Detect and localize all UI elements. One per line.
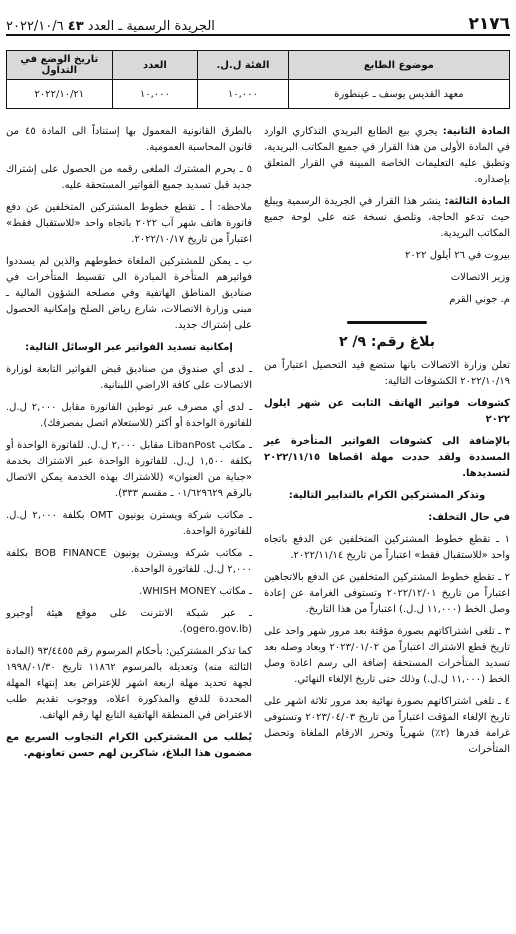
cell-count: ١٠,٠٠٠ — [112, 80, 198, 109]
note-b: ب ـ يمكن للمشتركين الملغاة خطوطهم والذين لم يسددوا فواتيرهم المتأخرة المبادرة الى تقسيط المتأخرات في صناديق المناطق الهاتفية وفي مصلحة الشؤون المالية ـ مبنى وزارة الاتصالات، شارع رياض الصلح وإمكانية الحصول على إشتراك جديد. — [6, 256, 252, 331]
minister-title: وزير الاتصالات — [450, 272, 510, 283]
measure-2: ٢ ـ تقطع خطوط المشتركين المتخلفين عن الدفع بالاتجاهين اعتباراً من تاريخ ٢٠٢٢/١٢/٠١ وتستوفى الغرامة عن إعادة وصل الخط (١١,٠٠٠ ل.ل.) اعتباراً من هذا التاريخ. — [264, 572, 510, 615]
article-3-label: المادة الثالثة: — [444, 196, 511, 207]
payment-title: إمكانية تسديد الفواتير عبر الوسائل التالية: — [25, 342, 233, 353]
col-count: العدد — [112, 51, 198, 80]
heading-overdue: بالإضافة الى كشوفات الفواتير المتأخرة غير المسددة ولقد حددت مهلة اقصاها ٢٠٢٢/١١/١٥ لتسديدها. — [264, 436, 510, 479]
table-header-row — [7, 51, 510, 80]
issue-date: ٢٠٢٢/١٠/٦ — [6, 19, 64, 34]
payment-method-5: ـ مكاتب شركة ويسترن يونيون BOB FINANCE بكلفة ٢,٠٠٠ ل.ل. للفاتورة الواحدة. — [6, 548, 252, 575]
issue-number: ٤٣ — [67, 19, 84, 34]
cell-denomination: ١٠,٠٠٠ — [198, 80, 289, 109]
journal-title: الجريدة الرسمية ـ العدد — [87, 19, 215, 34]
payment-method-2: ـ لدى أي مصرف عبر توطين الفاتورة مقابل ٢,٠٠٠ ل.ل. للفاتورة الواحدة أو أكثر (للاستعلام اتصل بمصرفك). — [6, 402, 252, 429]
right-column — [264, 124, 510, 764]
col-denomination: الفئة ل.ل. — [198, 51, 289, 80]
notice-intro: تعلن وزارة الاتصالات بانها ستضع قيد التحصيل اعتباراً من ٢٠٢٢/١٠/١٩ الكشوفات التالية: — [264, 360, 510, 387]
table-row — [7, 80, 510, 109]
cell-issue-date: ٢٠٢٢/١٠/٢١ — [7, 80, 113, 109]
measure-5: ٥ ـ يحرم المشترك الملغى رقمه من الحصول على إشتراك جديد قبل تسديد جميع الفواتير المستحقة عليه. — [6, 164, 252, 191]
heading-statements: كشوفات فواتير الهاتف الثابت عن شهر ايلول ٢٠٢٢ — [264, 398, 510, 425]
article-2-label: المادة الثانية: — [442, 126, 511, 137]
notice-title: بلاغ رقم: ٩/ ٢ — [338, 334, 436, 350]
col-subject: موضوع الطابع — [288, 51, 509, 80]
article-2 — [264, 124, 510, 188]
payment-method-3: ـ مكاتب LibanPost مقابل ٢,٠٠٠ ل.ل. للفاتورة الواحدة أو بكلفة ١,٥٠٠ ل.ل. للفاتورة الواحدة عبر الاشتراك بخدمة «جباية من العنوان» (للاشتراك بهذه الخدمة يمكن الاتصال بالرقم ٠١/٦٢٩٦٢٩ ـ مقسم ٣٣٣). — [6, 440, 252, 499]
header-info — [6, 19, 215, 34]
reminder-paragraph: كما تذكر المشتركين: بأحكام المرسوم رقم ٩٣/٤٤٥٥ (المادة الثالثة منه) وتعديله بالمرسوم ١١٨٦٢ تاريخ ١٩٩٨/٠١/٣٠ لجهة تحديد مهلة اربعة اشهر للإعتراض بعد إنتهاء المهلة المحددة للدفع والمذكورة اعلاه، ووجوب تقديم طلب الاعتراض في المنطقة الهاتفية التابع لها رقم الهاتف. — [6, 646, 252, 721]
measure-1: ١ ـ تقطع خطوط المشتركين المتخلفين عن الدفع باتجاه واحد «للاستقبال فقط» اعتباراً من تاريخ ٢٠٢٢/١١/١٤. — [264, 534, 510, 561]
payment-method-6: ـ مكاتب WHISH MONEY. — [139, 586, 252, 597]
payment-method-1: ـ لدى أي صندوق من صناديق قبض الفواتير التابعة لوزارة الاتصالات على كافة الاراضي اللبنانية. — [6, 364, 252, 391]
place-date: بيروت في ٢٦ أيلول ٢٠٢٢ — [405, 250, 510, 261]
stamp-table — [6, 50, 510, 109]
heading-default: في حال التخلف: — [428, 512, 510, 523]
measure-3: ٣ ـ تلغى اشتراكاتهم بصورة مؤقتة بعد مرور شهر واحد على تاريخ قطع الاشتراك اعتباراً من ٢٠٢٣/٠١/٠٢ ويعاد وصله بعد تسديد المتأخرات المستحقة إضافة الى رسم اعادة وصل الخط (١١,٠٠٠ ل.ل.) وذلك حتى تاريخ الإلغاء النهائي. — [264, 626, 510, 685]
heading-measures: وتذكر المشتركين الكرام بالتدابير التالية: — [288, 490, 486, 501]
article-3 — [264, 194, 510, 242]
payment-method-4: ـ مكاتب شركة ويسترن يونيون OMT بكلفة ٢,٠٠٠ ل.ل. للفاتورة الواحدة. — [6, 510, 252, 537]
page-number: ٢١٧٦ — [468, 14, 510, 34]
page-header — [6, 8, 510, 36]
measure-4: ٤ ـ تلغى اشتراكاتهم بصورة نهائية بعد مرور ثلاثة اشهر على تاريخ الإلغاء المؤقت اعتباراً من تاريخ ٢٠٢٣/٠٤/٠٣ وتستوفى غرامة قدرها (٢٪) شهرياً وتحرر الارقام الملغاة وتحصل المتأخرات — [264, 696, 510, 755]
cell-subject: معهد القديس يوسف ـ عينطورة — [288, 80, 509, 109]
closing-paragraph: يُطلب من المشتركين الكرام التجاوب السريع مع مضمون هذا البلاغ، شاكرين لهم حسن تعاونهم. — [6, 732, 252, 759]
col-issue-date: تاريخ الوضع في التداول — [7, 51, 113, 80]
article-3-text: ينشر هذا القرار في الجريدة الرسمية ويبلغ حيث تدعو الحاجة، وتلصق نسخة عنه على لوحة جميع المكاتب البريدية. — [264, 196, 510, 239]
section-divider — [264, 314, 510, 330]
continuation-text: بالطرق القانونية المعمول بها إستناداً الى المادة ٤٥ من قانون المحاسبة العمومية. — [6, 126, 252, 153]
payment-method-7: ـ عبر شبكة الانترنت على موقع هيئة أوجيرو (ogero.gov.lb). — [6, 608, 252, 635]
left-column — [6, 124, 252, 768]
article-2-text: يجري بيع الطابع البريدي التذكاري الوارد في المادة الأولى من هذا القرار في جميع المكاتب البريدية، وتطبق عليه التعليمات الخاصة المبينة في القرار المتعلق بإصداره. — [264, 126, 510, 185]
note-a: ملاحظة: أ ـ تقطع خطوط المشتركين المتخلفين عن دفع فاتورة هاتف شهر آب ٢٠٢٢ باتجاه واحد «للاستقبال فقط» اعتباراً من تاريخ ٢٠٢٢/١٠/١٧. — [6, 202, 252, 245]
minister-name: م. جوني القرم — [449, 294, 510, 305]
